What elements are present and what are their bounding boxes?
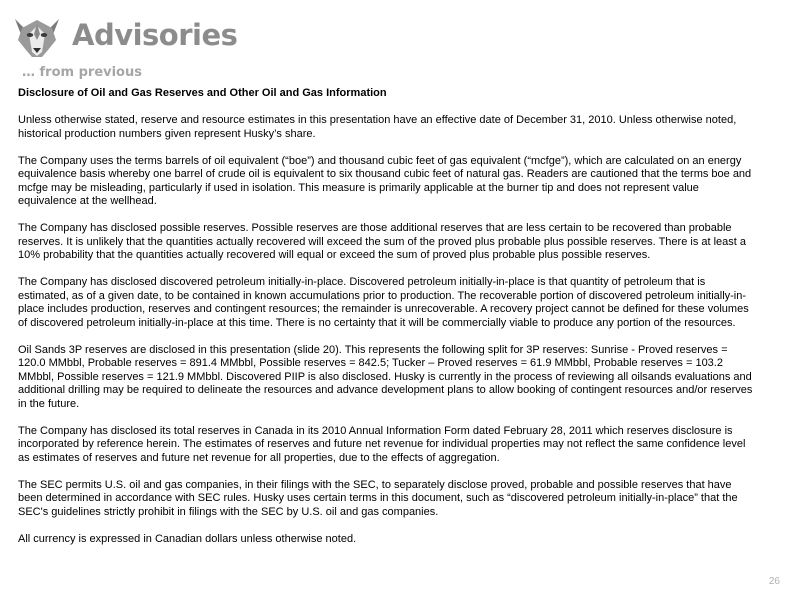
page-title: Advisories (72, 18, 238, 52)
disclosure-section (18, 87, 754, 546)
paragraph-discovered-petroleum: The Company has disclosed discovered petroleum initially-in-place. Discovered petroleum initially-in-place is that quantity of petroleum that is estimated, as of a given date, to be contained in known accumulations prior to production. The recoverable portion of discovered petroleum initially-in-place includes production, reserves and contingent resources; the remainder is unrecoverable. A recovery project cannot be defined for these volumes of discovered petroleum initially-in-place at this time. There is no certainty that it will be commercially viable to produce any portion of the resources. (18, 276, 749, 329)
page-subtitle: … from previous (22, 65, 142, 80)
paragraph-boe-mcfge: The Company uses the terms barrels of oil equivalent (“boe”) and thousand cubic feet of gas equivalent (“mcfge”), which are calculated on an energy equivalence basis whereby one barrel of crude oil is equivalent to six thousand cubic feet of natural gas. Readers are cautioned that the terms boe and mcfge may be misleading, particularly if used in isolation. This measure is primarily applicable at the burner tip and does not represent value equivalence at the wellhead. (18, 154, 752, 207)
paragraph-currency: All currency is expressed in Canadian dollars unless otherwise noted. (18, 532, 357, 545)
paragraph-effective-date: Unless otherwise stated, reserve and resource estimates in this presentation have an effective date of December 31, 2010. Unless otherwise noted, historical production numbers given represent Husky’s share. (18, 114, 737, 140)
paragraph-possible-reserves: The Company has disclosed possible reserves. Possible reserves are those additional reserves that are less certain to be recovered than probable reserves. It is unlikely that the quantities actually recovered will exceed the sum of the proved plus probable plus possible reserves. There is at least a 10% probability that the quantities actually recovered will equal or exceed the sum of proved plus probable plus possible reserves. (18, 222, 747, 261)
paragraph-oil-sands-3p: Oil Sands 3P reserves are disclosed in this presentation (slide 20). This represents the following split for 3P reserves: Sunrise - Proved reserves = 120.0 MMbbl, Probable reserves = 891.4 MMbbl, Possible reserves = 842.5; Tucker – Proved reserves = 61.9 MMbbl, Probable reserves = 103.2 MMbbl, Possible reserves = 121.9 MMbbl. Discovered PIIP is also disclosed. Husky is currently in the process of reviewing all oilsands evaluations and additional drilling may be required to delineate the resources and advance development plans to allow booking of contingent resources and/or reserves in the future. (18, 343, 753, 410)
section-heading: Disclosure of Oil and Gas Reserves and Other Oil and Gas Information (18, 87, 387, 99)
paragraph-sec-rules: The SEC permits U.S. oil and gas companies, in their filings with the SEC, to separately disclose proved, probable and possible reserves that have been determined in accordance with SEC rules. Husky uses certain terms in this document, such as “discovered petroleum initially-in-place” that the SEC's guidelines strictly prohibit in filings with the SEC by U.S. oil and gas companies. (18, 478, 738, 518)
paragraph-total-reserves-canada: The Company has disclosed its total reserves in Canada in its 2010 Annual Information Form dated February 28, 2011 which reserves disclosure is incorporated by reference herein. The estimates of reserves and future net revenue for individual properties may not reflect the same confidence level as estimates of reserves and future net revenue for all properties, due to the effects of aggregation. (18, 424, 746, 464)
page-number: 26 (768, 576, 780, 587)
husky-logo-icon (12, 10, 62, 60)
